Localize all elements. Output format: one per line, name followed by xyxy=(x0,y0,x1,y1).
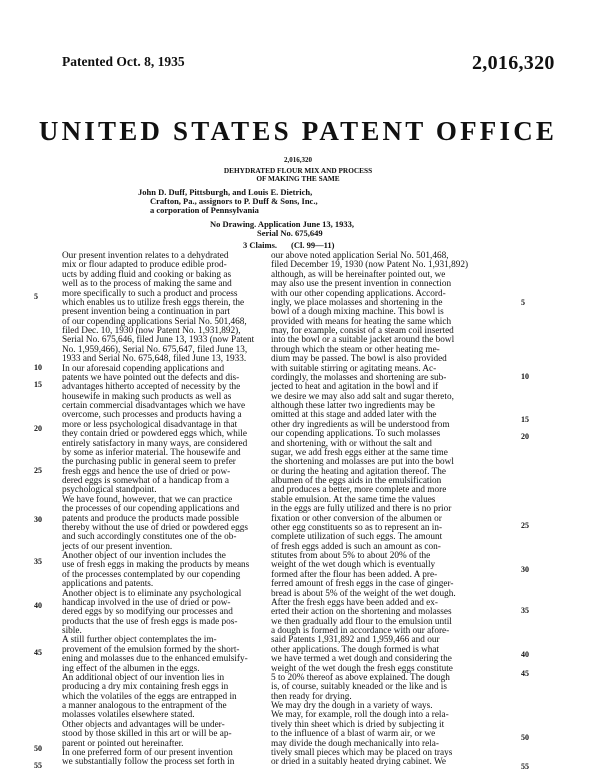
text-line: housewife in making such products as well as xyxy=(62,391,232,402)
text-line: with suitable stirring or agitating means. Ac- xyxy=(271,363,437,374)
line-number: 30 xyxy=(34,515,42,524)
text-line: producing a dry mix containing fresh eggs in xyxy=(62,682,229,693)
text-line: We may dry the dough in a variety of ways. xyxy=(271,701,433,711)
text-line: stood by those skilled in this art or will be ap- xyxy=(62,729,232,740)
text-line: In one preferred form of our present invention xyxy=(62,747,233,758)
text-line: stitutes from about 5% to about 20% of the xyxy=(271,551,431,561)
text-line: weight of the wet dough which is eventually xyxy=(271,560,436,571)
text-line: and shortening, with or without the salt and xyxy=(271,438,432,449)
text-line: patents and produce the products made possible xyxy=(62,513,239,524)
line-number: 45 xyxy=(34,648,42,657)
text-line: present invention being a continuation in part xyxy=(62,307,230,318)
text-line: formed after the flour has been added. A pre- xyxy=(271,569,438,580)
text-line: tively thin sheet which is dried by subjecting it xyxy=(271,719,445,730)
line-number: 15 xyxy=(521,415,529,424)
text-line: of our copending applications Serial No. 501,468, xyxy=(62,316,247,327)
text-line: a dough is formed in accordance with our afore- xyxy=(271,626,450,636)
text-line: bowl of a dough mixing machine. This bowl is xyxy=(271,307,444,318)
invention-title-line-1: DEHYDRATED FLOUR MIX AND PROCESS xyxy=(223,166,373,175)
text-line: molasses volatiles elsewhere stated. xyxy=(62,710,195,721)
classification: (Cl. 99—11) xyxy=(291,240,335,250)
text-line: into the bowl or a suitable jacket around the bowl xyxy=(271,335,455,346)
text-line: Another object is to eliminate any psychological xyxy=(62,588,242,599)
line-number: 20 xyxy=(521,432,529,441)
text-line: parent or pointed out hereinafter. xyxy=(62,738,184,749)
text-line: then ready for drying. xyxy=(271,691,352,702)
text-line: provement of the emulsion formed by the short- xyxy=(62,644,240,655)
text-line: fixation or other conversion of the albumen or xyxy=(271,513,442,524)
text-line: ingly, we place molasses and shortening in the xyxy=(271,297,443,308)
text-line: overcome, such processes and products having a xyxy=(62,410,242,421)
text-line: in the eggs are fully utilized and there is no prior xyxy=(271,504,452,515)
text-line: ferred amount of fresh eggs in the case of ginger- xyxy=(271,579,454,590)
line-number: 5 xyxy=(34,292,38,301)
text-line: more specifically to such a product and process xyxy=(62,288,238,299)
text-line: erted their action on the shortening and molasses xyxy=(271,607,452,618)
text-line: sible. xyxy=(62,626,82,636)
text-line: patents we have pointed out the defects and dis- xyxy=(62,372,240,383)
text-line: filed Dec. 10, 1930 (now Patent No. 1,931,892), xyxy=(62,326,241,336)
left-column-text xyxy=(62,252,282,768)
text-line: In our aforesaid copending applications and xyxy=(62,363,225,374)
text-line: we desire we may also add salt and sugar thereto, xyxy=(271,391,454,402)
text-line: the processes of our copending applications and xyxy=(62,504,240,515)
text-line: mix or flour adapted to produce edible prod- xyxy=(62,260,227,271)
line-number: 50 xyxy=(34,744,42,753)
text-line: and produces a better, more complete and more xyxy=(271,485,447,496)
line-number: 20 xyxy=(34,424,42,433)
text-line: dium may be passed. The bowl is also provided xyxy=(271,354,447,365)
line-number: 25 xyxy=(34,466,42,475)
line-number: 40 xyxy=(521,650,529,659)
line-number: 30 xyxy=(521,565,529,574)
text-line: we have termed a wet dough and considering the xyxy=(271,654,452,665)
text-line: advantages hitherto accepted of necessity by the xyxy=(62,382,241,393)
text-line: well as to the process of making the same and xyxy=(62,279,232,290)
line-number: 35 xyxy=(521,606,529,615)
text-line: a manner analogous to the entrapment of the xyxy=(62,701,227,711)
text-line: or dried in a suitably heated drying cabinet. We xyxy=(271,757,447,768)
line-number: 55 xyxy=(521,762,529,771)
text-line: handicap involved in the use of dried or pow- xyxy=(62,597,231,608)
line-number: 55 xyxy=(34,761,42,770)
patent-number: 2,016,320 xyxy=(472,52,555,74)
line-number: 45 xyxy=(521,669,529,678)
text-line: jects of our present invention. xyxy=(62,541,173,552)
text-line: our copending applications. To such molasses xyxy=(271,429,441,440)
text-line: through which the steam or other heating me- xyxy=(271,344,440,355)
line-number: 10 xyxy=(34,363,42,372)
text-line: of fresh eggs added is such an amount as con- xyxy=(271,541,441,552)
text-line: to the influence of a blast of warm air, or we xyxy=(271,729,436,740)
line-number: 40 xyxy=(34,601,42,610)
text-line: by some as inferior material. The housewife and xyxy=(62,447,241,458)
line-number: 25 xyxy=(521,521,529,530)
text-line: said Patents 1,931,892 and 1,959,466 and our xyxy=(271,635,440,646)
text-line: may also use the present invention in connection xyxy=(271,279,452,290)
text-line: 5 to 20% thereof as above explained. The dough xyxy=(271,672,450,683)
text-line: may divide the dough mechanically into rela- xyxy=(271,738,439,749)
text-line: use of fresh eggs in making the products by means xyxy=(62,560,250,571)
text-line: cordingly, the molasses and shortening are sub- xyxy=(271,372,447,383)
text-line: certain commercial disadvantages which we have xyxy=(62,401,246,411)
text-line: Serial No. 675,646, filed June 13, 1933 (now Patent xyxy=(62,335,255,346)
text-line: fresh eggs and hence the use of dried or pow- xyxy=(62,466,231,477)
text-line: of the processes contemplated by our copending xyxy=(62,569,241,580)
text-line: filed December 19, 1930 (now Patent No. 1,931,892) xyxy=(271,260,469,271)
text-line: Our present invention relates to a dehydrated xyxy=(62,251,229,261)
text-line: No. 1,959,466), Serial No. 675,647, filed June 13, xyxy=(62,344,248,355)
text-line: we substantially follow the process set forth in xyxy=(62,757,235,768)
line-number: 50 xyxy=(521,733,529,742)
text-line: After the fresh eggs have been added and ex- xyxy=(271,597,438,608)
text-line: ening and molasses due to the enhanced emulsify- xyxy=(62,654,248,665)
right-column-text xyxy=(271,252,503,768)
text-line: An additional object of our invention lies in xyxy=(62,672,225,683)
text-line: our above noted application Serial No. 501,468, xyxy=(271,251,449,261)
text-line: and such accordingly constitutes one of the ob- xyxy=(62,532,237,543)
text-line: dered eggs is somewhat of a handicap from a xyxy=(62,476,229,486)
text-line: the shortening and molasses are put into the bowl xyxy=(271,457,454,468)
text-line: other applications. The dough formed is what xyxy=(271,644,440,655)
line-number: 35 xyxy=(34,557,42,566)
application-info: No Drawing. Application June 13, 1933, xyxy=(210,219,355,229)
office-title: UNITED STATES PATENT OFFICE xyxy=(38,116,558,146)
line-number: 10 xyxy=(521,372,529,381)
text-line: albumen of the eggs aids in the emulsification xyxy=(271,476,442,486)
text-line: ing effect of the albumen in the eggs. xyxy=(62,663,200,674)
text-line: A still further object contemplates the im- xyxy=(62,635,217,646)
text-line: We have found, however, that we can practice xyxy=(62,494,233,505)
text-line: although, as will be hereinafter pointed out, we xyxy=(271,269,446,280)
text-line: other dry ingredients as will be understood from xyxy=(271,419,450,430)
text-line: they contain dried or powdered eggs which, while xyxy=(62,429,247,440)
text-line: with our other copending applications. Accord- xyxy=(271,288,446,299)
text-line: which the volatiles of the eggs are entrapped in xyxy=(62,691,237,702)
line-number: 15 xyxy=(34,380,42,389)
text-line: dered eggs by so modifying our processes and xyxy=(62,607,233,618)
line-number: 5 xyxy=(521,298,525,307)
text-line: ucts by adding fluid and cooking or baking as xyxy=(62,269,232,280)
text-line: we then gradually add flour to the emulsion until xyxy=(271,616,452,627)
text-line: omitted at this stage and added later with the xyxy=(271,410,437,421)
text-line: entirely satisfactory in many ways, are considered xyxy=(62,438,248,449)
text-line: or during the heating and agitation thereof. The xyxy=(271,466,447,477)
text-line: complete utilization of such eggs. The amount xyxy=(271,532,443,543)
text-line: although these latter two ingredients may be xyxy=(271,401,435,411)
text-line: may, for example, consist of a steam coil inserted xyxy=(271,326,454,336)
text-line: weight of the wet dough the fresh eggs constitute xyxy=(271,663,453,674)
text-line: sugar, we add fresh eggs either at the same time xyxy=(271,447,448,458)
text-line: jected to heat and agitation in the bowl and if xyxy=(271,382,439,393)
text-line: is, of course, suitably kneaded or the like and is xyxy=(271,682,447,693)
invention-title-line-2: OF MAKING THE SAME xyxy=(256,174,340,183)
text-line: which enables us to utilize fresh eggs therein, the xyxy=(62,297,245,308)
claims-count: 3 Claims. xyxy=(243,240,277,250)
text-line: We may, for example, roll the dough into a rela- xyxy=(271,710,449,721)
serial-number: Serial No. 675,649 xyxy=(257,228,323,238)
text-line: more or less psychological disadvantage in that xyxy=(62,419,238,430)
patent-number-small: 2,016,320 xyxy=(284,156,312,164)
text-line: the purchasing public in general seem to prefer xyxy=(62,457,236,468)
text-line: psychological standpoint. xyxy=(62,485,157,496)
text-line: stable emulsion. At the same time the values xyxy=(271,494,436,505)
inventor-line-3: a corporation of Pennsylvania xyxy=(150,205,259,215)
text-line: products that the use of fresh eggs is made pos- xyxy=(62,616,238,627)
text-line: Other objects and advantages will be under- xyxy=(62,719,225,730)
text-line: applications and patents. xyxy=(62,579,154,590)
text-line: 1933 and Serial No. 675,648, filed June 13, 1933. xyxy=(62,354,247,365)
patent-date: Patented Oct. 8, 1935 xyxy=(62,54,185,69)
inventor-line-1: John D. Duff, Pittsburgh, and Louis E. Dietrich, xyxy=(138,187,313,197)
text-line: provided with means for heating the same which xyxy=(271,316,452,327)
text-line: other egg constituents so as to represent an in- xyxy=(271,522,443,533)
text-line: Another object of our invention includes the xyxy=(62,551,226,561)
text-line: thereby without the use of dried or powdered eggs xyxy=(62,522,248,533)
text-line: tively small pieces which may be placed on trays xyxy=(271,747,453,758)
inventor-line-2: Crafton, Pa., assignors to P. Duff & Sons, Inc., xyxy=(150,196,318,206)
text-line: bread is about 5% of the weight of the wet dough. xyxy=(271,588,456,599)
